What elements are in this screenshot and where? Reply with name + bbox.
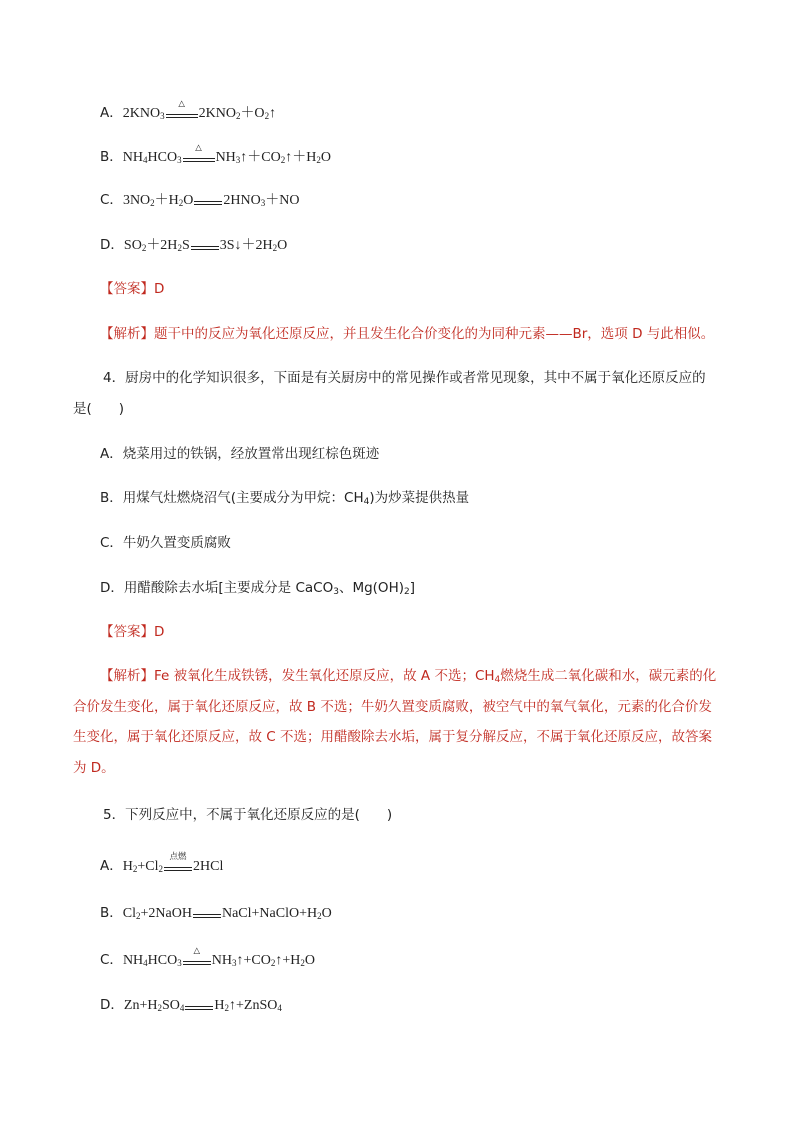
subscript: 2 — [270, 958, 276, 968]
q5-stem — [103, 806, 392, 824]
option-prefix: D． — [100, 237, 124, 253]
subscript: 2 — [141, 243, 147, 253]
reaction-arrow — [183, 141, 215, 165]
equation — [123, 193, 300, 208]
subscript: 2 — [132, 864, 138, 874]
subscript: 2 — [224, 1003, 229, 1013]
reaction-condition: 点燃 — [169, 850, 187, 861]
reaction-condition: △ — [195, 141, 202, 152]
reaction-condition: △ — [193, 944, 200, 955]
question-stem: 4．厨房中的化学知识很多，下面是有关厨房中的常见操作或者常见现象，其中不属于氧化还原反应的 — [103, 370, 706, 386]
option-prefix: C． — [100, 952, 123, 968]
subscript: 4 — [143, 155, 148, 165]
q3-analysis — [100, 325, 714, 343]
subscript: 4 — [494, 675, 501, 685]
reaction-equals — [194, 194, 222, 208]
q3-answer — [100, 280, 164, 298]
option-text: )为炒菜提供热量 — [369, 490, 470, 506]
q5-option-a — [100, 850, 224, 876]
q3-option-c — [100, 191, 300, 210]
q3-option-a — [100, 97, 277, 123]
formula-text: +Cl — [137, 859, 159, 874]
subscript: 2 — [317, 911, 322, 921]
analysis-label: 【解析】 — [100, 668, 154, 684]
formula-text: ↑+CO — [236, 953, 271, 968]
q4-option-b — [100, 489, 469, 507]
formula-text: O — [320, 150, 331, 165]
option-prefix: B． — [100, 149, 123, 165]
subscript: 4 — [277, 1003, 282, 1013]
formula-text: O — [321, 906, 332, 921]
formula-text: ↑+ZnSO — [229, 998, 278, 1013]
formula-text: ＋O — [240, 106, 265, 121]
q3-option-b — [100, 141, 331, 167]
answer-value: D — [154, 624, 165, 640]
equation — [122, 97, 277, 121]
subscript: 3 — [177, 155, 182, 165]
equation — [124, 238, 287, 253]
q5-option-d — [100, 996, 282, 1015]
formula-text: Cl — [122, 906, 136, 921]
q4-option-d — [100, 579, 415, 597]
formula-text: 2HNO — [223, 193, 261, 208]
subscript: 2 — [178, 198, 184, 208]
subscript: 2 — [316, 155, 321, 165]
q4-stem-line1 — [103, 369, 706, 387]
analysis-label: 【解析】 — [100, 326, 154, 342]
equation — [122, 850, 224, 874]
subscript: 2 — [158, 864, 163, 874]
formula-text: HCO — [147, 953, 178, 968]
formula-text: ↑＋CO — [240, 150, 281, 165]
answer-label: 【答案】 — [100, 624, 154, 640]
q5-option-b — [100, 904, 332, 923]
formula-text: H — [122, 859, 133, 874]
subscript: 3 — [235, 155, 241, 165]
subscript: 2 — [280, 155, 286, 165]
formula-text: +2NaOH — [140, 906, 192, 921]
option-text: D．用醋酸除去水垢[主要成分是 CaCO — [100, 580, 334, 596]
formula-text: ＋2H — [146, 238, 178, 253]
subscript: 3 — [260, 198, 266, 208]
formula-text: ＋NO — [265, 193, 300, 208]
formula-text: O — [304, 953, 315, 968]
formula-text: 2KNO — [198, 106, 236, 121]
subscript: 3 — [333, 587, 339, 597]
reaction-arrow — [164, 850, 192, 874]
q4-stem-line2 — [73, 400, 124, 418]
formula-text: SO — [161, 998, 180, 1013]
option-prefix: D． — [100, 997, 124, 1013]
q4-option-a — [100, 445, 379, 463]
option-prefix: A． — [100, 105, 123, 121]
q4-analysis — [73, 661, 725, 784]
equation — [122, 141, 331, 165]
option-prefix: A． — [100, 858, 123, 874]
subscript: 2 — [235, 111, 241, 121]
formula-text: NH — [215, 150, 236, 165]
formula-text: NH — [211, 953, 232, 968]
equation — [122, 944, 315, 968]
reaction-arrow — [183, 944, 211, 968]
formula-text: Zn+H — [123, 998, 158, 1013]
formula-text: O — [277, 238, 288, 253]
formula-text: NH — [122, 953, 144, 968]
option-text: B．用煤气灶燃烧沼气(主要成分为甲烷：CH — [100, 490, 364, 506]
subscript: 2 — [177, 243, 182, 253]
subscript: 2 — [300, 958, 305, 968]
subscript: 2 — [150, 198, 155, 208]
formula-text: ↑＋H — [285, 150, 317, 165]
option-text: C．牛奶久置变质腐败 — [100, 535, 231, 551]
formula-text: O — [183, 193, 194, 208]
equation — [123, 906, 332, 921]
option-prefix: C． — [100, 192, 123, 208]
formula-text: NH — [122, 150, 143, 165]
formula-text: S — [181, 238, 190, 253]
subscript: 4 — [363, 497, 370, 507]
question-stem: 是( ) — [73, 401, 125, 417]
reaction-condition: △ — [178, 97, 185, 108]
reaction-equals — [193, 907, 221, 921]
formula-text: 3S↓＋2H — [219, 238, 273, 253]
subscript: 2 — [272, 243, 278, 253]
subscript: 2 — [264, 111, 270, 121]
reaction-equals — [191, 239, 219, 253]
option-text: 、Mg(OH) — [338, 580, 404, 596]
analysis-text: 燃烧生成二氧化碳和水，碳元素的化合价发生变化，属于氧化还原反应，故 B 不选；牛奶久置变质腐败，被空气中的氧气氧化，元素的化合价发生变化，属于氧化还原反应，故 C 不选；用醋酸除去水垢，属于复分解反应，不属于氧化还原反应，故答案为 D。 — [73, 668, 717, 777]
formula-text: ＋H — [154, 193, 179, 208]
answer-value: D — [154, 281, 165, 297]
option-prefix: B． — [100, 905, 123, 921]
formula-text: 3NO — [122, 193, 151, 208]
option-text: ] — [409, 580, 415, 596]
reaction-equals — [185, 999, 213, 1013]
formula-text: HCO — [147, 150, 178, 165]
subscript: 2 — [403, 587, 410, 597]
subscript: 3 — [160, 111, 165, 121]
formula-text: 2HCl — [193, 859, 224, 874]
formula-text: SO — [123, 238, 142, 253]
question-stem: 5．下列反应中，不属于氧化还原反应的是( ) — [103, 807, 393, 823]
analysis-text: Fe 被氧化生成铁锈，发生氧化还原反应，故 A 不选；CH — [154, 668, 495, 684]
subscript: 2 — [157, 1003, 162, 1013]
equation — [124, 998, 282, 1013]
q5-option-c — [100, 944, 315, 970]
answer-label: 【答案】 — [100, 281, 154, 297]
q4-answer — [100, 623, 164, 641]
formula-text: ↑+H — [275, 953, 301, 968]
q3-option-d — [100, 236, 287, 255]
formula-text: H — [214, 998, 225, 1013]
subscript: 3 — [231, 958, 237, 968]
subscript: 3 — [177, 958, 182, 968]
subscript: 4 — [179, 1003, 185, 1013]
subscript: 2 — [136, 911, 141, 921]
formula-text: 2KNO — [122, 106, 161, 121]
option-text: A．烧菜用过的铁锅，经放置常出现红棕色斑迹 — [100, 446, 380, 462]
subscript: 4 — [143, 958, 148, 968]
reaction-arrow — [166, 97, 198, 121]
analysis-text: 题干中的反应为氧化还原反应，并且发生化合价变化的为同种元素——Br，选项 D 与此相似。 — [154, 326, 715, 342]
q4-option-c — [100, 534, 231, 552]
formula-text: NaCl+NaClO+H — [221, 906, 318, 921]
formula-text: ↑ — [269, 106, 277, 121]
